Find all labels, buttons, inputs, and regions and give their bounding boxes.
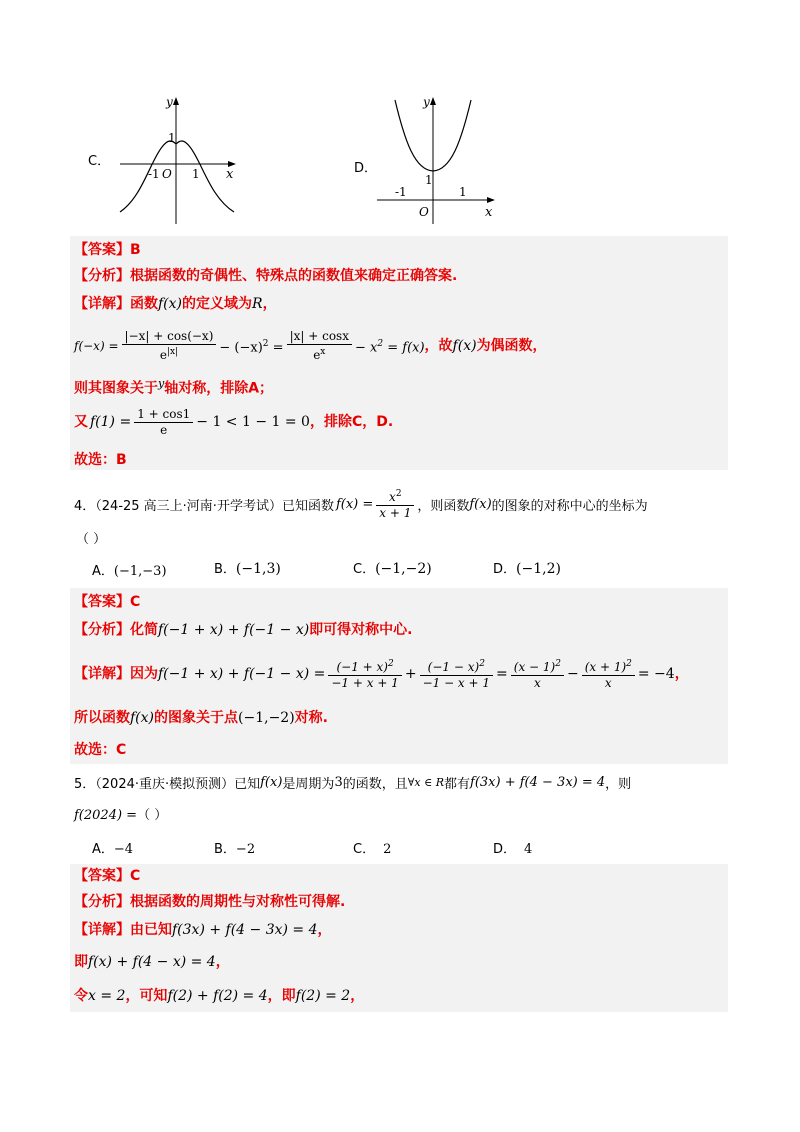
graph-c-curve — [120, 141, 234, 212]
answer-2: 【答案】C — [74, 594, 141, 610]
q4-option-a[interactable]: A．(−1,−3) — [92, 564, 167, 579]
question-5-line2: f(2024) =（ ） — [74, 808, 168, 823]
answer-1: 【答案】B — [74, 242, 141, 258]
option-d-label: D． — [354, 161, 378, 176]
detail-1-again: 又 f(1) = $\frac{1 + \cos 1}{e}$ − 1 < 1 − 1 = 0 ，排除C，D. — [74, 406, 394, 437]
graph-c-tick-1: 1 — [192, 167, 200, 181]
q4-option-b[interactable]: B．(−1,3) — [214, 561, 281, 577]
answer-3: 【答案】C — [74, 868, 141, 884]
graph-c — [112, 92, 242, 227]
graph-d-tick-neg1: -1 — [395, 185, 407, 199]
graph-d-tick-1-top: 1 — [425, 173, 433, 187]
q5-option-b[interactable]: B．−2 — [214, 842, 256, 857]
question-5-stem: 5．（2024·重庆·模拟预测）已知 f(x) 是周期为 3 的函数，且 ∀x ∈ R 都有 f(3x) + f(4 − 3x) = 4 ，则 — [74, 774, 632, 792]
graph-c-y-label: y — [166, 95, 173, 109]
graph-d-tick-1: 1 — [459, 185, 467, 199]
analysis-1: 【分析】根据函数的奇偶性、特殊点的函数值来确定正确答案. — [74, 268, 458, 284]
graph-c-tick-1-top: 1 — [168, 131, 176, 145]
graph-c-x-label: x — [226, 167, 234, 182]
detail-2: 【详解】因为 f(−1 + x) + f(−1 − x) = $\frac{(-1 + x)^2}{-1 + x + 1}$ + $\frac{(-1 - x)^2}{-1 - x + 1}$ = $\frac{(x - 1)^2}{x}$ − $\frac{(x + 1)^2}{x}$ = −4 ， — [74, 659, 689, 690]
analysis-2: 【分析】化简f(−1 + x) + f(−1 − x)即可得对称中心. — [74, 622, 413, 638]
graph-d-origin: O — [419, 205, 429, 219]
graph-d-x-label: x — [485, 205, 493, 220]
detail-3: 【详解】由已知f(3x) + f(4 − 3x) = 4， — [74, 922, 332, 938]
q4-option-c[interactable]: C．(−1,−2) — [353, 561, 432, 577]
graph-c-tick-neg1: -1 — [148, 167, 160, 181]
choose-1: 故选：B — [74, 452, 127, 468]
detail-1-equation: f(−x) = $\frac{|-x| + \cos(-x)}{e^{|x|}}$ − $(-x)^2$ = $\frac{|x| + \cos x}{e^x}$ − $x^2 = f(x)$ ，故 f(x) 为偶函数， — [74, 329, 547, 362]
q5-option-c[interactable]: C． 2 — [353, 842, 392, 857]
q4-option-d[interactable]: D．(−1,2) — [493, 561, 561, 577]
graph-d — [373, 92, 503, 227]
analysis-3: 【分析】根据函数的周期性与对称性可得解. — [74, 894, 346, 910]
graph-d-y-label: y — [423, 95, 430, 109]
detail-1-symmetry: 则其图象关于$^y$轴对称，排除A； — [74, 377, 274, 397]
detail-3-ling: 令x = 2，可知f(2) + f(2) = 4，即f(2) = 2， — [74, 988, 365, 1004]
question-4-paren: （ ） — [76, 532, 107, 547]
detail-2-conclusion: 所以函数f(x)的图象关于点(−1,−2)对称. — [74, 710, 328, 726]
graph-c-origin: O — [162, 167, 172, 181]
option-c-label: C． — [88, 154, 111, 169]
q5-option-a[interactable]: A．−4 — [92, 842, 134, 857]
question-4-stem: 4．（24-25 高三上·河南·开学考试）已知函数 f(x) = $\frac{x^2}{x + 1}$ ，则函数 f(x) 的图象的对称中心的坐标为 — [74, 489, 648, 520]
q5-option-d[interactable]: D． 4 — [493, 842, 533, 857]
detail-3-ji: 即f(x) + f(4 − x) = 4， — [74, 954, 230, 970]
detail-1: 【详解】函数f(x)的定义域为R， — [74, 296, 277, 312]
choose-2: 故选：C — [74, 742, 127, 758]
